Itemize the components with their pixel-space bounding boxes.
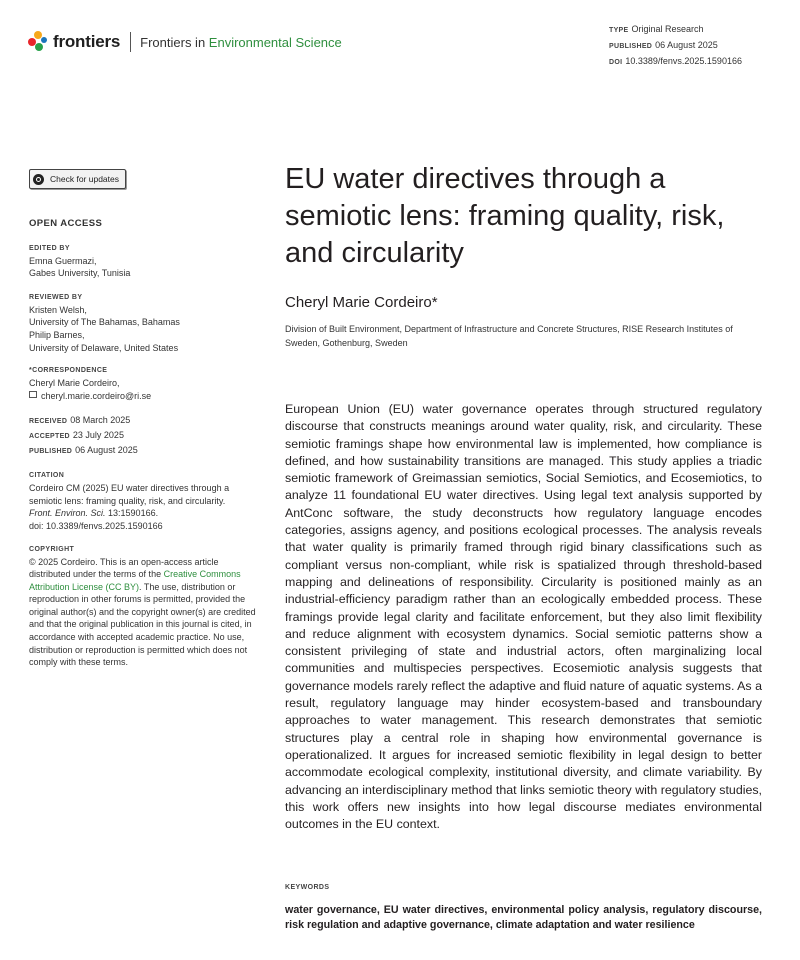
editor-affiliation: Gabes University, Tunisia <box>29 268 131 279</box>
citation-heading: CITATION <box>29 472 65 480</box>
divider <box>130 32 131 52</box>
open-access-label: OPEN ACCESS <box>29 218 103 229</box>
accepted-date: ACCEPTED 23 July 2025 <box>29 429 124 440</box>
crossmark-icon <box>33 174 44 185</box>
citation-text: Cordeiro CM (2025) EU water directives through a semiotic lens: framing quality, risk, and circularity. <box>29 483 230 506</box>
citation-doi[interactable]: doi: 10.3389/fenvs.2025.1590166 <box>29 520 163 531</box>
meta-doi: DOI 10.3389/fenvs.2025.1590166 <box>609 56 742 66</box>
correspondence-email[interactable]: cheryl.marie.cordeiro@ri.se <box>29 390 259 403</box>
frontiers-logo[interactable] <box>28 30 342 54</box>
copyright-text: © 2025 Cordeiro. This is an open-access article distributed under the terms of the Creative Commons Attribution License (CC BY). The use, distribution or reproduction in other forums is permitted, provided the original author(s) and the copyright owner(s) are credited and that the original publication in this journal is cited, in accordance with accepted academic practice. No use, distribution or reproduction is permitted which does not comply with these terms. <box>29 556 256 668</box>
frontiers-logo-icon <box>28 31 50 53</box>
editor-name: Emna Guermazi, <box>29 255 97 266</box>
citation-journal: Front. Environ. Sci. 13:1590166. <box>29 508 159 519</box>
keywords-list: water governance, EU water directives, environmental policy analysis, regulatory discourse, risk regulation and adaptive governance, climate adaptation and water resilience <box>285 904 762 931</box>
reviewer-2-affiliation: University of Delaware, United States <box>29 342 179 353</box>
article-meta <box>609 22 742 70</box>
article-sidebar <box>29 169 259 669</box>
reviewer-1-name: Kristen Welsh, <box>29 304 87 315</box>
keywords-heading: KEYWORDS <box>285 884 330 891</box>
history-dates <box>29 414 259 458</box>
reviewer-1-affiliation: University of The Bahamas, Bahamas <box>29 317 180 328</box>
author-name[interactable]: Cheryl Marie Cordeiro* <box>285 294 438 311</box>
meta-published: PUBLISHED 06 August 2025 <box>609 40 718 50</box>
published-date: PUBLISHED 06 August 2025 <box>29 444 138 455</box>
edited-by-heading: EDITED BY <box>29 244 70 252</box>
brand-name: frontiers <box>53 32 121 51</box>
copyright-heading: COPYRIGHT <box>29 545 75 553</box>
reviewer-2-name: Philip Barnes, <box>29 329 85 340</box>
abstract-text: European Union (EU) water governance operates through structured regulatory discourse that constructs meanings around water quality, risk, and circularity. These semiotic framings shape how environmental law is implemented, how compliance is defined, and how sustainability transitions are managed. This study applies a triadic semiotic framework of Greimassian semiotics, Social Semiotics, and Ecosemiotics, to analyze 11 foundational EU water directives. Using legal text analysis supported by AntConc software, the study deconstructs how regulatory language encodes categories, assigns agency, and positions ecological processes. The analysis reveals that water quality is primarily framed through rigid binary classifications such as compliant versus non-compliant, while risk is spatialized through threshold-based mapping and delineations of responsibility. Circularity is positioned mainly as an industrial-efficiency paradigm rather than an ecologically embedded process. These framings provide legal clarity and facilitate enforcement, but they also limit flexibility and reduce alignment with ecosystem dynamics. Social semiotic patterns show a consistent privileging of state and industrial actors, often marginalizing local communities and multispecies perspectives. Ecosemiotic analysis suggests that governance models rarely reflect the adaptive and fluid nature of aquatic systems. As a result, regulatory language may hinder ecosystem-based and transboundary approaches to water management. This research demonstrates that semiotic structures play a central role in shaping how environmental governance is operationalized. It argues for increased semiotic flexibility in legal design to better accommodate ecological complexity, institutional diversity, and climate variability. By advancing an interdisciplinary method that links semiotic theory with regulatory studies, this work offers new insights into how legal discourse mediates environmental outcomes in the EU context. <box>285 402 762 832</box>
meta-type: TYPE Original Research <box>609 24 704 34</box>
journal-name[interactable]: Frontiers in Environmental Science <box>140 34 342 50</box>
article-title: EU water directives through a semiotic lens: framing quality, risk, and circularity <box>285 163 725 269</box>
check-for-updates-button[interactable]: Check for updates <box>29 169 126 189</box>
correspondence-heading: *CORRESPONDENCE <box>29 367 108 375</box>
correspondence-name: Cheryl Marie Cordeiro, <box>29 378 120 389</box>
envelope-icon <box>29 391 37 398</box>
license-link[interactable]: Creative Commons Attribution License (CC BY) <box>29 569 241 592</box>
author-affiliation: Division of Built Environment, Department of Infrastructure and Concrete Structures, RISE Research Institutes of Sweden, Gothenburg, Sweden <box>285 324 733 348</box>
received-date: RECEIVED 08 March 2025 <box>29 415 131 426</box>
reviewed-by-heading: REVIEWED BY <box>29 293 83 301</box>
